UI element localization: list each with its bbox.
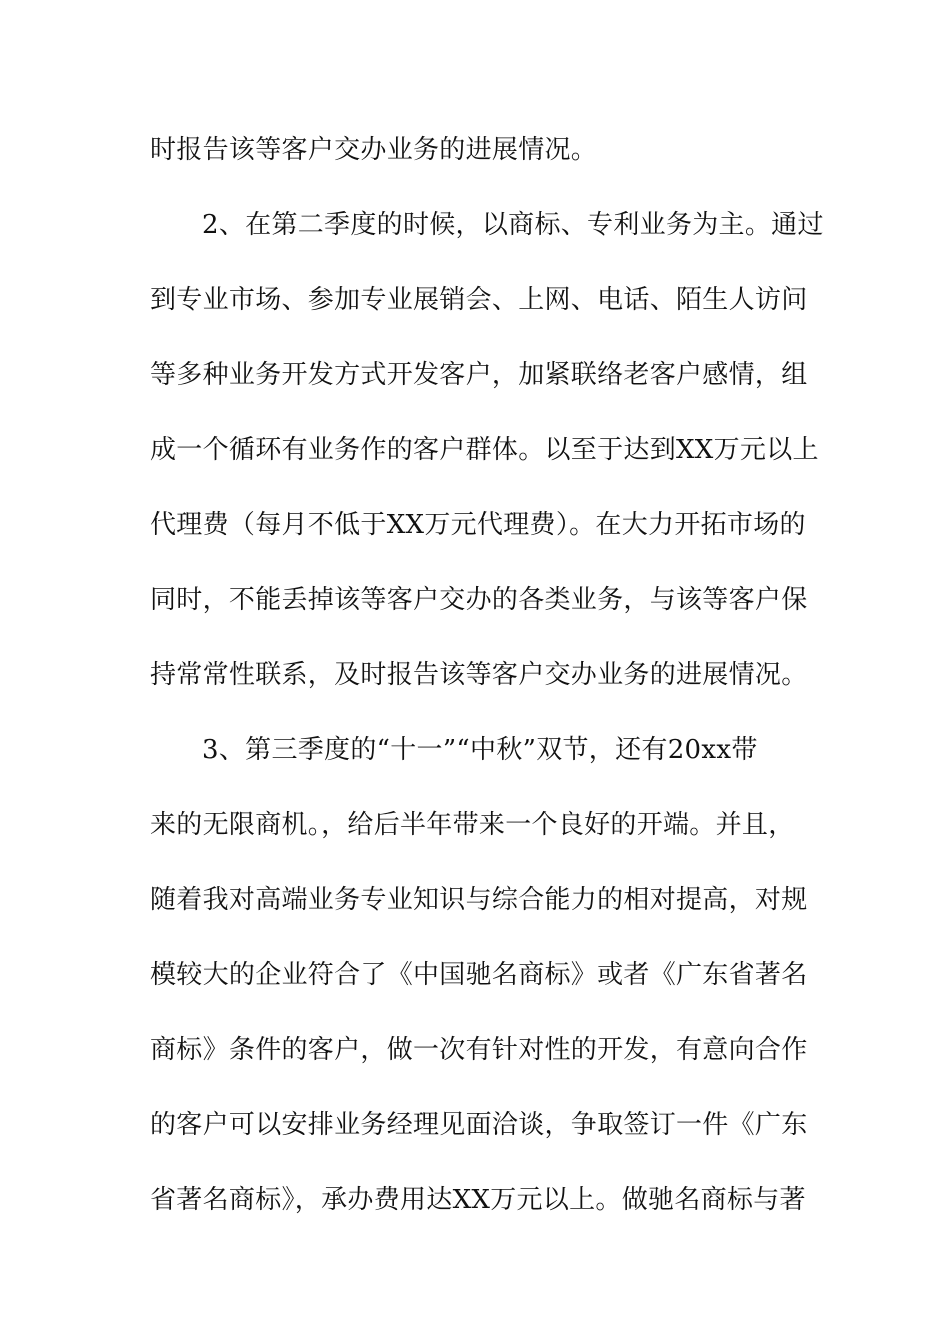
- text-line-12: 模较大的企业符合了《中国驰名商标》或者《广东省著名: [150, 960, 808, 990]
- text-line-4: 等多种业务开发方式开发客户，加紧联络老客户感情，组: [150, 360, 808, 390]
- text-line-6: 代理费（每月不低于XX万元代理费）。在大力开拓市场的: [150, 510, 806, 540]
- text-line-14: 的客户可以安排业务经理见面洽谈，争取签订一件《广东: [150, 1110, 808, 1140]
- text-line-15: 省著名商标》，承办费用达XX万元以上。做驰名商标与著: [150, 1185, 806, 1215]
- text-line-5: 成一个循环有业务作的客户群体。以至于达到XX万元以上: [150, 435, 819, 465]
- text-line-13: 商标》条件的客户，做一次有针对性的开发，有意向合作: [150, 1035, 808, 1065]
- text-line-8: 持常常性联系，及时报告该等客户交办业务的进展情况。: [150, 660, 808, 690]
- text-line-11: 随着我对高端业务专业知识与综合能力的相对提高，对规: [150, 885, 808, 915]
- text-line-7: 同时，不能丢掉该等客户交办的各类业务，与该等客户保: [150, 585, 808, 615]
- text-line-3: 到专业市场、参加专业展销会、上网、电话、陌生人访问: [150, 285, 808, 315]
- text-line-2: 2、在第二季度的时候，以商标、专利业务为主。通过: [202, 210, 824, 240]
- text-line-10: 来的无限商机。，给后半年带来一个良好的开端。并且，: [150, 810, 795, 840]
- text-line-9: 3、第三季度的“十一”“中秋”双节，还有20xx带: [202, 735, 758, 765]
- text-line-1: 时报告该等客户交办业务的进展情况。: [150, 135, 598, 165]
